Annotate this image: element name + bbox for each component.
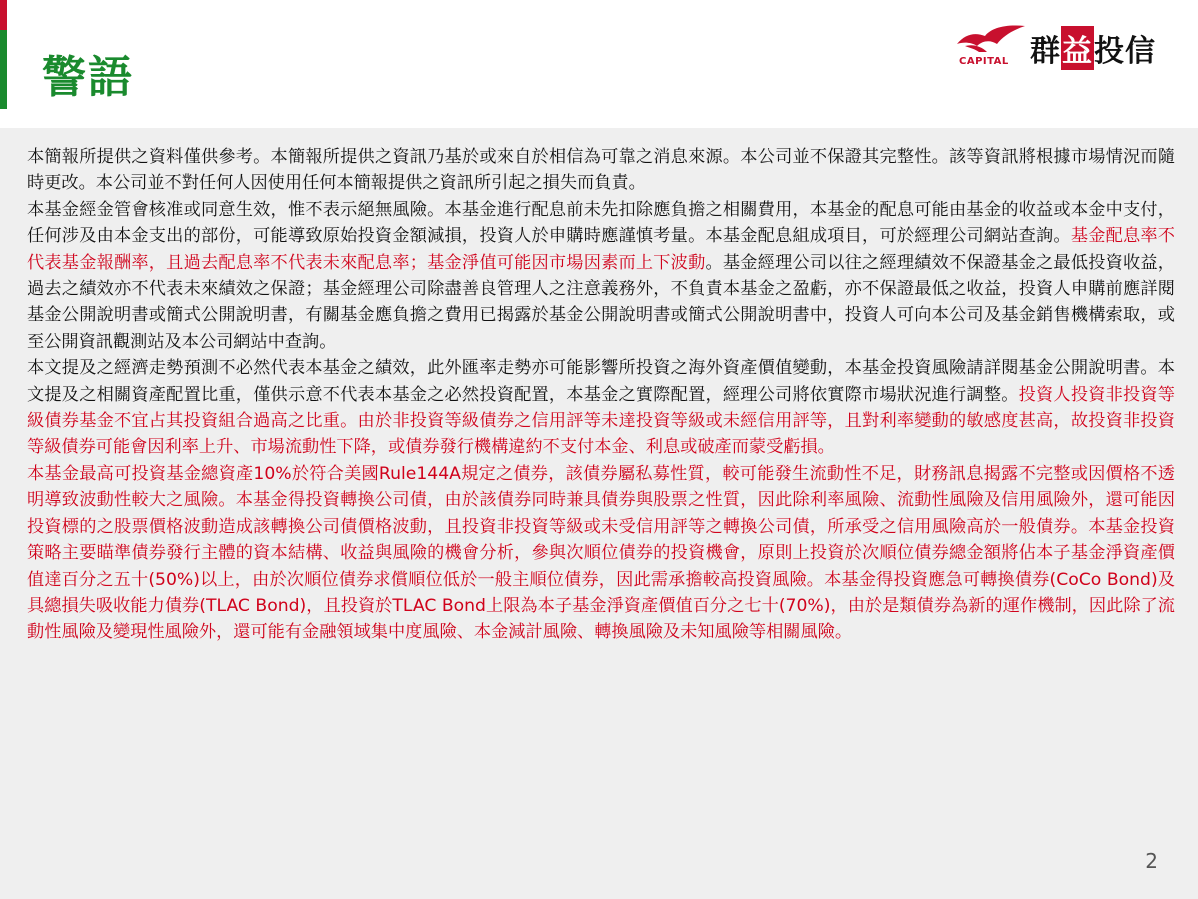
capital-logo xyxy=(955,22,1185,70)
paragraph-3-text: 本文提及之經濟走勢預測不必然代表本基金之績效，此外匯率走勢亦可能影響所投資之海外資產價值變動，本基金投資風險請詳閱基金公開說明書。本文提及之相關資產配置比重，僅供示意不代表本基金之必然投資配置，本基金之實際配置，經理公司將依實際市場狀況進行調整。 xyxy=(27,358,1175,405)
header-bar xyxy=(0,0,1198,128)
logo-brand-part1: 群 xyxy=(1030,34,1061,69)
paragraph-4-warning: 本基金最高可投資基金總資產10%於符合美國Rule144A規定之債券，該債券屬私募性質，較可能發生流動性不足，財務訊息揭露不完整或因價格不透明導致波動性較大之風險。本基金得投資轉換公司債，由於該債券同時兼具債券與股票之性質，因此除利率風險、流動性風險及信用風險外，還可能因投資標的之股票價格波動造成該轉換公司債價格波動，且投資非投資等級或未受信用評等之轉換公司債，所承受之信用風險高於一般債券。本基金投資策略主要瞄準債券發行主體的資本結構、收益與風險的機會分析，參與次順位債券的投資機會，原則上投資於次順位債券總金額將佔本子基金淨資產價值達百分之五十(50%)以上，由於次順位債券求償順位低於一般主順位債券，因此需承擔較高投資風險。本基金得投資應急可轉換債券(CoCo Bond)及具總損失吸收能力債券(TLAC Bond)，且投資於TLAC Bond上限為本子基金淨資產價值百分之七十(70%)，由於是類債券為新的運作機制，因此除了流動性風險及變現性風險外，還可能有金融領域集中度風險、本金減計風險、轉換風險及未知風險等相關風險。 xyxy=(27,463,1175,643)
page-number: 2 xyxy=(1145,849,1158,873)
logo-brand xyxy=(1030,26,1156,70)
accent-stripe-red xyxy=(0,0,7,30)
paragraph-1: 本簡報所提供之資料僅供參考。本簡報所提供之資訊乃基於或來自於相信為可靠之消息來源。本公司並不保證其完整性。該等資訊將根據市場情況而隨時更改。本公司並不對任何人因使用任何本簡報提供之資訊所引起之損失而負責。 xyxy=(27,147,1175,194)
logo-brand-part2: 投信 xyxy=(1094,34,1156,69)
logo-brand-highlight: 益 xyxy=(1061,26,1094,70)
paragraph-2 xyxy=(27,197,1175,355)
disclaimer-text xyxy=(27,144,1175,646)
paragraph-2-warning: 基金配息率不代表基金報酬率，且過去配息率不代表未來配息率；基金淨值可能因市場因素而上下波動 xyxy=(27,226,1175,273)
page-title: 警語 xyxy=(42,52,134,103)
paragraph-3-warning: 投資人投資非投資等級債券基金不宜占其投資組合過高之比重。由於非投資等級債券之信用評等未達投資等級或未經信用評等，且對利率變動的敏感度甚高，故投資非投資等級債券可能會因利率上升、市場流動性下降，或債券發行機構違約不支付本金、利息或破產而蒙受虧損。 xyxy=(27,384,1175,458)
bird-logo-icon xyxy=(955,22,1027,58)
disclaimer-content xyxy=(0,128,1198,899)
paragraph-3 xyxy=(27,355,1175,461)
paragraph-2-text-b: 。基金經理公司以往之經理績效不保證基金之最低投資收益，過去之績效亦不代表未來績效之保證；基金經理公司除盡善良管理人之注意義務外，不負責本基金之盈虧，亦不保證最低之收益，投資人申購前應詳閱基金公開說明書或簡式公開說明書，有關基金應負擔之費用已揭露於基金公開說明書或簡式公開說明書中，投資人可向本公司及基金銷售機構索取，或至公開資訊觀測站及本公司網站中查詢。 xyxy=(27,252,1175,352)
paragraph-2-text-a: 本基金經金管會核准或同意生效，惟不表示絕無風險。本基金進行配息前未先扣除應負擔之相關費用，本基金的配息可能由基金的收益或本金中支付，任何涉及由本金支出的部份，可能導致原始投資金額減損，投資人於申購時應謹慎考量。本基金配息組成項目，可於經理公司網站查詢。 xyxy=(27,199,1175,247)
logo-caption: CAPITAL xyxy=(959,56,1009,67)
accent-stripe xyxy=(0,0,7,109)
accent-stripe-green xyxy=(0,30,7,109)
